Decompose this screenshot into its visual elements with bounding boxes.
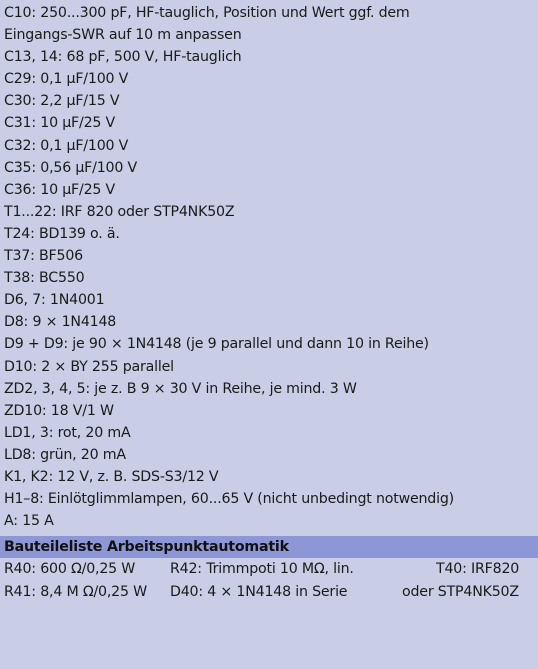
parts-list-line: ZD10: 18 V/1 W bbox=[4, 402, 114, 419]
parts-list-line: D9 + D9: je 90 × 1N4148 (je 9 parallel und dann 10 in Reihe) bbox=[4, 336, 429, 353]
parts-list-line: C35: 0,56 µF/100 V bbox=[4, 159, 138, 176]
parts-list-line: T24: BD139 o. ä. bbox=[4, 225, 120, 242]
parts-list-line: C36: 10 µF/25 V bbox=[4, 181, 116, 198]
auto-parts-table bbox=[4, 558, 538, 603]
parts-list-line: C29: 0,1 µF/100 V bbox=[4, 71, 129, 88]
parts-list-line: C31: 10 µF/25 V bbox=[4, 115, 116, 132]
parts-list-line: D10: 2 × BY 255 parallel bbox=[4, 358, 174, 375]
auto-parts-cell: T40: IRF820 bbox=[436, 561, 520, 578]
parts-list-line: C30: 2,2 µF/15 V bbox=[4, 93, 120, 110]
parts-list-line: D8: 9 × 1N4148 bbox=[4, 314, 117, 331]
parts-list-line: LD1, 3: rot, 20 mA bbox=[4, 424, 131, 441]
auto-parts-cell: D40: 4 × 1N4148 in Serie bbox=[170, 583, 348, 600]
section-header: Bauteileliste Arbeitspunktautomatik bbox=[0, 536, 538, 558]
parts-list-line: C10: 250...300 pF, HF-tauglich, Position und Wert ggf. dem bbox=[4, 5, 410, 21]
auto-parts-row bbox=[4, 558, 538, 581]
parts-list-line: C13, 14: 68 pF, 500 V, HF-tauglich bbox=[4, 49, 242, 66]
parts-list-line: A: 15 A bbox=[4, 513, 54, 530]
parts-list-line: D6, 7: 1N4001 bbox=[4, 292, 105, 309]
parts-list-line: T38: BC550 bbox=[4, 270, 85, 287]
parts-list-line: LD8: grün, 20 mA bbox=[4, 446, 126, 463]
parts-list-line: T1...22: IRF 820 oder STP4NK50Z bbox=[4, 203, 235, 220]
parts-list-line: T37: BF506 bbox=[4, 248, 83, 265]
auto-parts-cell: R41: 8,4 M Ω/0,25 W bbox=[4, 583, 147, 600]
auto-parts-row bbox=[4, 581, 538, 604]
auto-parts-cell: R42: Trimmpoti 10 MΩ, lin. bbox=[170, 561, 354, 578]
parts-list-line: Eingangs-SWR auf 10 m anpassen bbox=[4, 27, 242, 44]
auto-parts-cell: oder STP4NK50Z bbox=[402, 583, 519, 600]
parts-list-line: ZD2, 3, 4, 5: je z. B 9 × 30 V in Reihe, je mind. 3 W bbox=[4, 380, 357, 397]
parts-list bbox=[4, 2, 538, 532]
parts-list-line: H1–8: Einlötglimmlampen, 60...65 V (nicht unbedingt notwendig) bbox=[4, 491, 454, 508]
parts-list-line: C32: 0,1 µF/100 V bbox=[4, 137, 129, 154]
auto-parts-cell: R40: 600 Ω/0,25 W bbox=[4, 561, 136, 578]
parts-list-line: K1, K2: 12 V, z. B. SDS-S3/12 V bbox=[4, 468, 219, 485]
